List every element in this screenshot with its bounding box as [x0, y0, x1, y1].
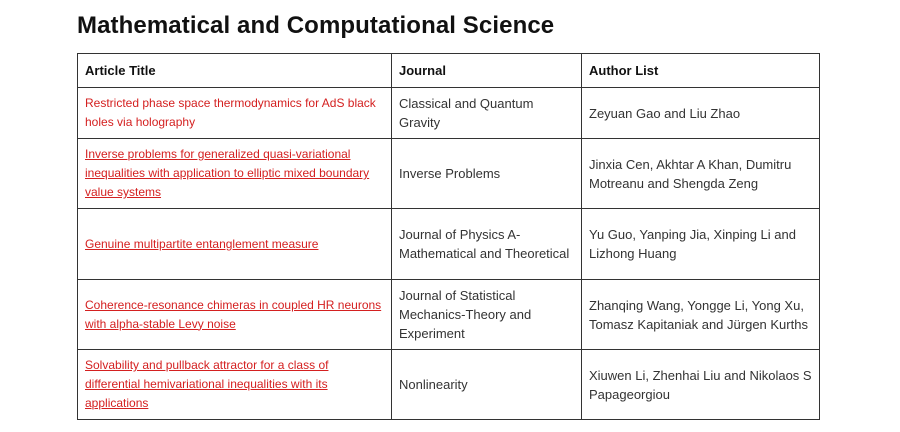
article-title-cell: [78, 280, 392, 350]
article-title-cell: [78, 209, 392, 280]
authors-cell: Zhanqing Wang, Yongge Li, Yong Xu, Tomasz Kapitaniak and Jürgen Kurths: [582, 280, 820, 350]
table-row: [78, 139, 820, 209]
authors-cell: Yu Guo, Yanping Jia, Xinping Li and Lizhong Huang: [582, 209, 820, 280]
article-title-link[interactable]: Solvability and pullback attractor for a class of differential hemivariational inequalities with its applications: [85, 358, 329, 410]
article-title-link[interactable]: Coherence-resonance chimeras in coupled HR neurons with alpha-stable Levy noise: [85, 297, 382, 331]
authors-cell: Zeyuan Gao and Liu Zhao: [582, 88, 820, 139]
journal-cell: Journal of Physics A-Mathematical and Theoretical: [392, 209, 582, 280]
header-article-title: Article Title: [78, 54, 392, 88]
articles-table: [77, 53, 820, 420]
article-title-link[interactable]: Restricted phase space thermodynamics for AdS black holes via holography: [85, 96, 376, 129]
authors-cell: Xiuwen Li, Zhenhai Liu and Nikolaos S Papageorgiou: [582, 350, 820, 420]
table-header-row: [78, 54, 820, 88]
article-title-link[interactable]: Inverse problems for generalized quasi-variational inequalities with application to elliptic mixed boundary value systems: [85, 147, 370, 199]
journal-cell: Journal of Statistical Mechanics-Theory and Experiment: [392, 280, 582, 350]
article-title-cell: [78, 88, 392, 139]
table-row: [78, 209, 820, 280]
page-title: Mathematical and Computational Science: [77, 12, 555, 39]
journal-cell: Nonlinearity: [392, 350, 582, 420]
table-row: [78, 88, 820, 139]
authors-cell: Jinxia Cen, Akhtar A Khan, Dumitru Motreanu and Shengda Zeng: [582, 139, 820, 209]
journal-cell: Inverse Problems: [392, 139, 582, 209]
article-title-cell: [78, 139, 392, 209]
header-author-list: Author List: [582, 54, 820, 88]
article-title-cell: [78, 350, 392, 420]
table-row: [78, 280, 820, 350]
table-row: [78, 350, 820, 420]
journal-cell: Classical and Quantum Gravity: [392, 88, 582, 139]
article-title-link[interactable]: Genuine multipartite entanglement measure: [85, 236, 319, 251]
header-journal: Journal: [392, 54, 582, 88]
